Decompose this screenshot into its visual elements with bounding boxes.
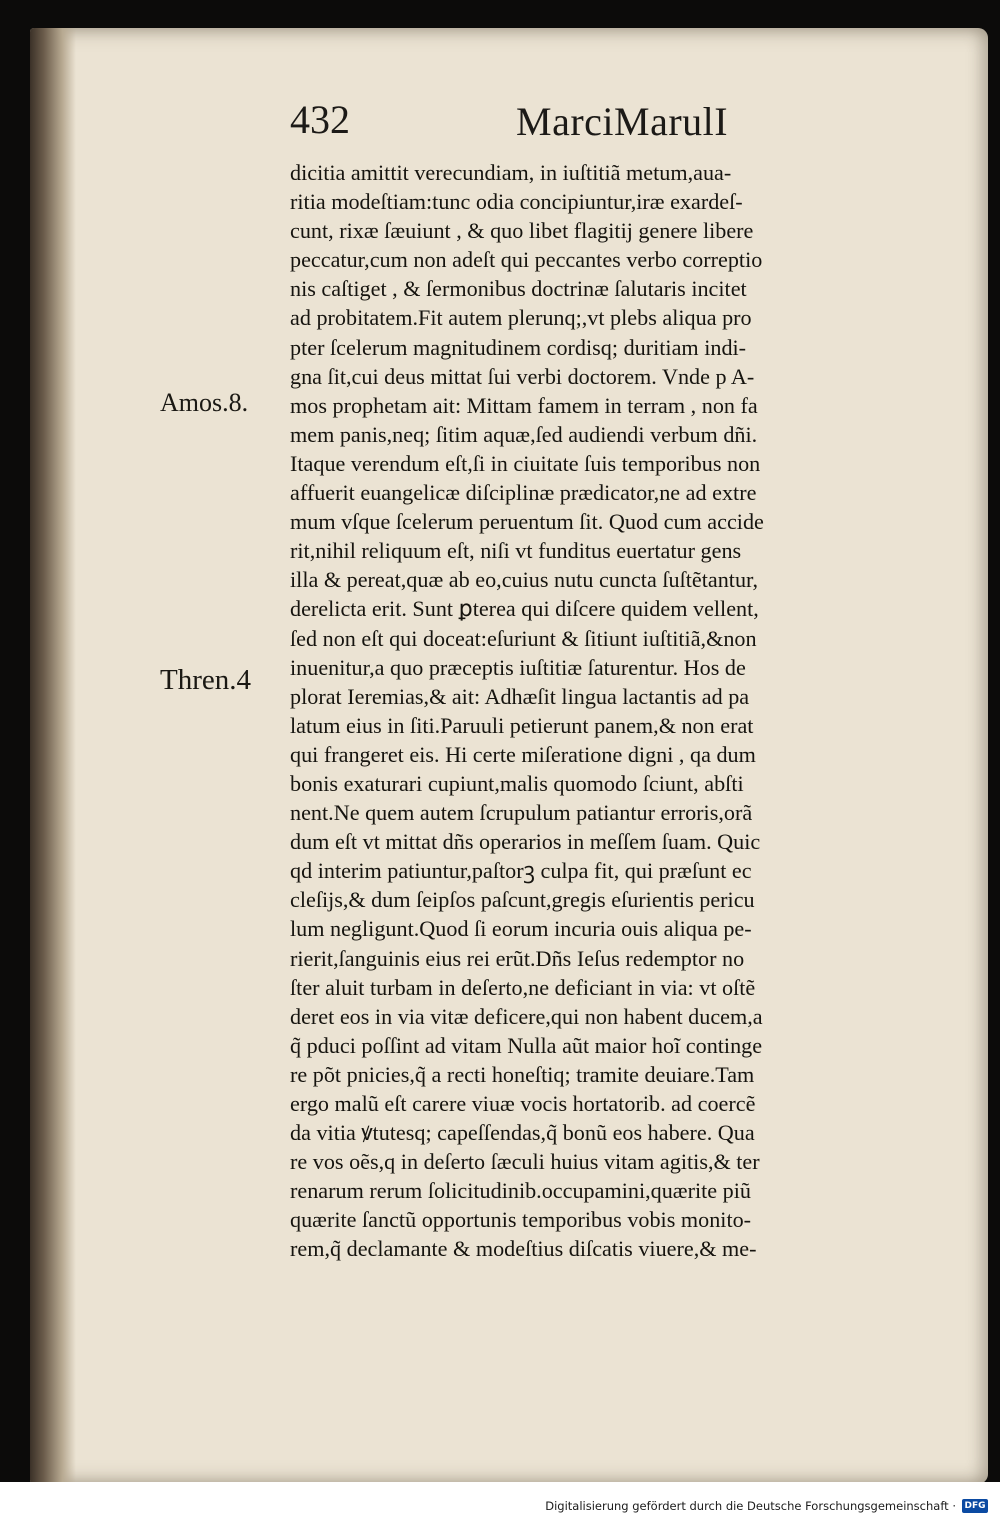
dfg-logo-icon[interactable]: DFG [962,1499,988,1513]
text-line: quærite ſanctũ opportunis temporibus vobis monito- [290,1207,752,1233]
page-gutter-edge [30,28,76,1484]
text-line: cleſĳs,& dum ſeipſos paſcunt,gregis eſurientis pericu [290,887,755,913]
text-line: re põt pnicies,q̃ a recti honeſtiq; tramite deuiare.Tam [290,1061,755,1087]
text-line: re vos oẽs,q in deſerto ſæculi huius vitam agitis,& ter [290,1149,760,1175]
text-line: da vitia ꝟtutesq; capeſſendas,q̃ bonũ eos habere. Qua [290,1120,755,1146]
text-line: q̃ pduci poſſint ad vitam Nulla aũt maior hoĩ continge [290,1032,763,1058]
body-text [290,158,940,1264]
marginal-note-amos: Amos.8. [160,388,249,417]
text-line: rierit,ſanguinis eius rei erũt.Dñs Ieſus redemptor no [290,945,745,971]
text-line: deret eos in via vitæ deficere,qui non habent ducem,a [290,1003,763,1029]
footer-text: Digitalisierung gefördert durch die Deutsche Forschungsgemeinschaft · [545,1499,956,1513]
text-line: mos prophetam ait: Mittam famem in terram , non fa [290,392,758,418]
text-line: qui frangeret eis. Hi certe miſeratione digni , qa dum [290,741,756,767]
text-line: derelicta erit. Sunt ꝑterea qui diſcere quidem vellent, [290,596,759,622]
text-line: Itaque verendum eſt,ſi in ciuitate ſuis temporibus non [290,450,761,476]
text-line: renarum rerum ſolicitudinib.occupamini,quærite piũ [290,1178,751,1204]
text-line: bonis exaturari cupiunt,malis quomodo ſciunt, abſti [290,770,744,796]
text-line: rit,nihil reliquum eſt, niſi vt funditus euertatur gens [290,538,742,564]
text-line: ſter aluit turbam in deſerto,ne deficiant in via: vt oſtẽ [290,974,756,1000]
text-line: mum vſque ſcelerum peruentum ſit. Quod cum accide [290,509,764,535]
text-line: latum eius in ſiti.Paruuli petierunt panem,& non erat [290,712,754,738]
text-line: mem panis,neq; ſitim aquæ,ſed audiendi verbum dñi. [290,421,758,447]
text-line: inuenitur,a quo præceptis iuſtitiæ ſaturentur. Hos de [290,654,746,680]
text-line: qd interim patiuntur,paſtorꝫ culpa fit, qui præſunt ec [290,858,752,884]
page-header [0,96,1000,156]
text-line: nis caſtiget , & ſermonibus doctrinæ ſalutaris incitet [290,276,747,302]
text-line: pter ſcelerum magnitudinem cordisq; duritiam indi- [290,334,747,360]
text-line: affuerit euangelicæ diſciplinæ prædicator,ne ad extre [290,480,757,506]
text-line: ad probitatem.Fit autem plerunq;,vt plebs aliqua pro [290,305,752,331]
text-line: ritia modeſtiam:tunc odia concipiuntur,iræ exardeſ- [290,189,743,215]
text-line: dicitia amittit verecundiam, in iuſtitiã metum,aua- [290,160,732,185]
text-line: nent.Ne quem autem ſcrupulum patiantur erroris,orã [290,800,753,826]
text-line: peccatur,cum non adeſt qui peccantes verbo correptio [290,247,763,273]
running-title: MarciMarulI [516,99,729,144]
marginal-note-thren: Thren.4 [160,664,251,696]
footer-credit [545,1492,988,1520]
text-line: ſed non eſt qui doceat:eſuriunt & ſitiunt iuſtitiã,&non [290,625,757,651]
page-number: 432 [290,97,350,142]
text-line: rem,q̃ declamante & modeſtius diſcatis viuere,& me- [290,1236,757,1262]
text-line: illa & pereat,quæ ab eo,cuius nutu cuncta ſuſtẽtantur, [290,567,759,593]
text-line: ergo malũ eſt carere viuæ vocis hortatorib. ad coercẽ [290,1091,756,1116]
text-line: dum eſt vt mittat dñs operarios in meſſem ſuam. Quic [290,829,761,855]
text-line: cunt, rixæ ſæuiunt , & quo libet flagitĳ genere libere [290,218,754,244]
text-line: plorat Ieremias,& ait: Adhæſit lingua lactantis ad pa [290,683,750,709]
text-line: gna ſit,cui deus mittat ſui verbi doctorem. Vnde p A- [290,363,755,389]
text-line: lum negligunt.Quod ſi eorum incuria ouis aliqua pe- [290,916,752,942]
